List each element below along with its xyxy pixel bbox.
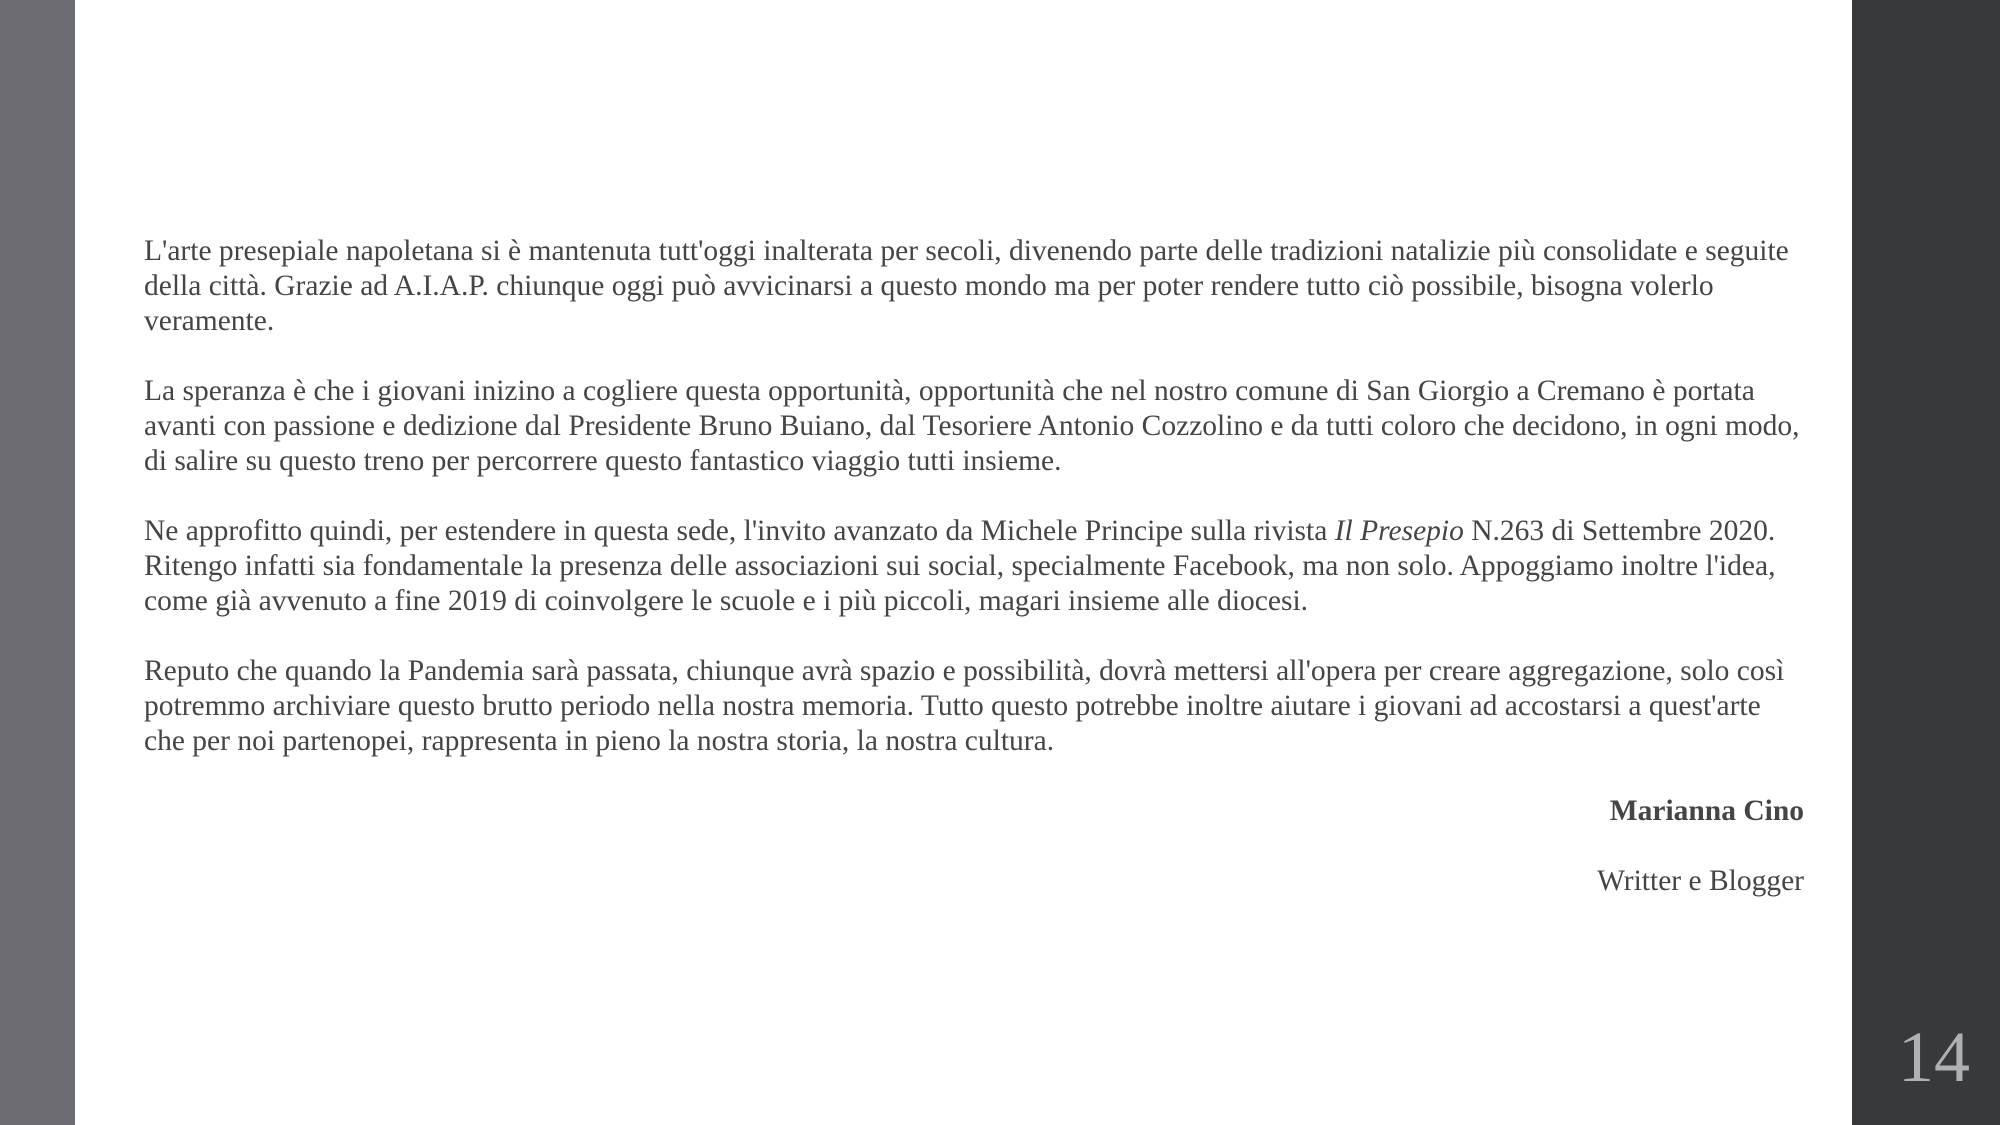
body-text-block: [144, 234, 1804, 899]
paragraph-1: L'arte presepiale napoletana si è mantenuta tutt'oggi inalterata per secoli, divenendo parte delle tradizioni natalizie più consolidate e seguite della città. Grazie ad A.I.A.P. chiunque oggi può avvicinarsi a questo mondo ma per poter rendere tutto ciò possibile, bisogna volerlo veramente.: [144, 235, 1789, 337]
right-side-band: [1852, 0, 2000, 1125]
paragraph-4: Reputo che quando la Pandemia sarà passata, chiunque avrà spazio e possibilità, dovrà mettersi all'opera per creare aggregazione, solo così potremmo archiviare questo brutto periodo nella nostra memoria. Tutto questo potrebbe inoltre aiutare i giovani ad accostarsi a quest'arte che per noi partenopei, rappresenta in pieno la nostra storia, la nostra cultura.: [144, 655, 1785, 757]
paragraph-3-start: Ne approfitto quindi, per estendere in questa sede, l'invito avanzato da Michele Principe sulla rivista: [144, 515, 1335, 547]
page-number: 14: [1898, 1017, 1970, 1097]
signature-name: Marianna Cino: [1609, 795, 1804, 827]
signature-role: Writter e Blogger: [1597, 865, 1804, 897]
paragraph-2: La speranza è che i giovani inizino a cogliere questa opportunità, opportunità che nel nostro comune di San Giorgio a Cremano è portata avanti con passione e dedizione dal Presidente Bruno Buiano, dal Tesoriere Antonio Cozzolino e da tutti coloro che decidono, in ogni modo, di salire su questo treno per percorrere questo fantastico viaggio tutti insieme.: [144, 375, 1800, 477]
paragraph-3: [144, 514, 1804, 619]
left-side-band: [0, 0, 75, 1125]
magazine-title: Il Presepio: [1334, 515, 1464, 547]
paragraph-3-end: N.263 di Settembre 2020. Ritengo infatti sia fondamentale la presenza delle associazioni sui social, specialmente Facebook, ma non solo. Appoggiamo inoltre l'idea, come già avvenuto a fine 2019 di coinvolgere le scuole e i più piccoli, magari insieme alle diocesi.: [144, 515, 1776, 617]
